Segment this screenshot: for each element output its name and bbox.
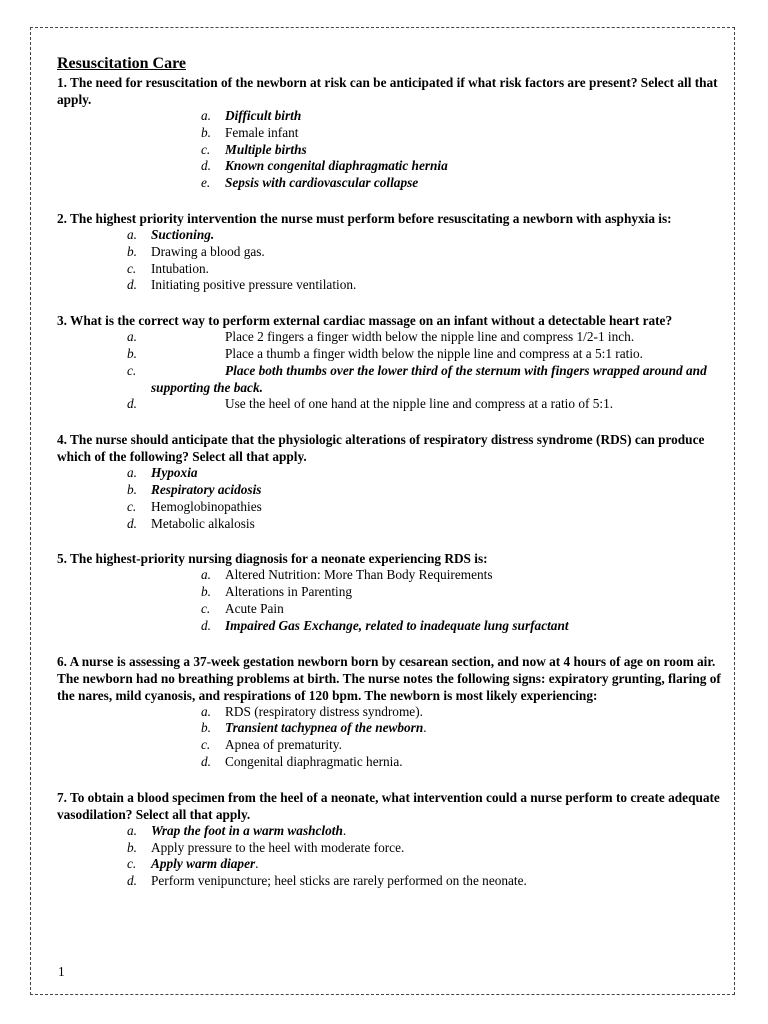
option-b: b. Place a thumb a finger width below the nipple line and compress at a 5:1 ratio.	[127, 345, 643, 361]
option-d: d. Known congenital diaphragmatic hernia	[201, 158, 448, 174]
option-c: c. Place both thumbs over the lower third of the sternum with fingers wrapped around and supporting the back.	[127, 362, 707, 395]
option-d: d. Impaired Gas Exchange, related to inadequate lung surfactant	[201, 617, 569, 633]
option-a: a. Difficult birth	[201, 108, 302, 123]
option-list	[57, 823, 725, 890]
option-b: b. Drawing a blood gas.	[127, 243, 265, 259]
option-list	[57, 465, 725, 532]
option-b: b. Female infant	[201, 124, 299, 140]
option-c: c. Apnea of prematurity.	[201, 737, 342, 753]
option-b: b. Alterations in Parenting	[201, 584, 353, 600]
document-body	[57, 54, 725, 908]
option-e: e. Sepsis with cardiovascular collapse	[201, 175, 419, 191]
option-c: c. Intubation.	[127, 260, 209, 276]
option-list	[57, 108, 725, 192]
option-b: b. Respiratory acidosis	[127, 481, 262, 497]
option-suffix: .	[342, 822, 347, 838]
option-c: c. Hemoglobinopathies	[127, 498, 262, 514]
question-5	[57, 550, 725, 634]
option-d: d. Metabolic alkalosis	[127, 515, 255, 531]
option-a: a. RDS (respiratory distress syndrome).	[201, 703, 423, 719]
question-3	[57, 312, 725, 413]
option-suffix: .	[255, 856, 259, 872]
option-c: c. Apply warm diaper.	[127, 856, 259, 872]
question-text: 3. What is the correct way to perform external cardiac massage on an infant without a detectable heart rate?	[57, 313, 673, 329]
question-7	[57, 789, 725, 890]
page-title: Resuscitation Care	[57, 55, 187, 72]
option-list	[57, 227, 725, 294]
option-a: a. Place 2 fingers a finger width below the nipple line and compress 1/2-1 inch.	[127, 329, 635, 345]
question-4	[57, 431, 725, 532]
question-text: 7. To obtain a blood specimen from the heel of a neonate, what intervention could a nurse perform to create adequate vasodilation? Select all that apply.	[57, 789, 720, 822]
option-list	[57, 329, 725, 413]
question-2	[57, 210, 725, 294]
option-c: c. Acute Pain	[201, 600, 284, 616]
option-b: b. Apply pressure to the heel with moderate force.	[127, 839, 405, 855]
option-d: d. Initiating positive pressure ventilation.	[127, 277, 357, 293]
option-list	[57, 704, 725, 771]
option-b: b. Transient tachypnea of the newborn.	[201, 720, 427, 736]
question-text: 6. A nurse is assessing a 37-week gestation newborn born by cesarean section, and now at 4 hours of age on room air. The newborn had no breathing problems at birth. The nurse notes the following signs: expiratory grunting, flaring of the nares, mild cyanosis, and respirations of 120 bpm. The newborn is most likely experiencing:	[57, 653, 721, 703]
option-d: d. Use the heel of one hand at the nipple line and compress at a ratio of 5:1.	[127, 396, 614, 412]
option-list	[57, 567, 725, 634]
question-text: 4. The nurse should anticipate that the physiologic alterations of respiratory distress syndrome (RDS) can produce which of the following? Select all that apply.	[57, 432, 705, 465]
option-d: d. Congenital diaphragmatic hernia.	[201, 753, 403, 769]
question-text: 2. The highest priority intervention the nurse must perform before resuscitating a newborn with asphyxia is:	[57, 210, 672, 226]
question-text: 5. The highest-priority nursing diagnosis for a neonate experiencing RDS is:	[57, 551, 488, 567]
option-a: a. Altered Nutrition: More Than Body Requirements	[201, 567, 493, 583]
question-1	[57, 74, 725, 192]
question-6	[57, 653, 725, 771]
page-number: 1	[58, 964, 65, 979]
option-a: a. Hypoxia	[127, 465, 198, 481]
option-d: d. Perform venipuncture; heel sticks are rarely performed on the neonate.	[127, 873, 527, 889]
option-suffix: .	[423, 720, 427, 736]
question-text: 1. The need for resuscitation of the newborn at risk can be anticipated if what risk factors are present? Select all that apply.	[57, 75, 718, 107]
option-a: a. Wrap the foot in a warm washcloth.	[127, 822, 347, 838]
option-a: a. Suctioning.	[127, 226, 215, 242]
option-c: c. Multiple births	[201, 141, 307, 157]
